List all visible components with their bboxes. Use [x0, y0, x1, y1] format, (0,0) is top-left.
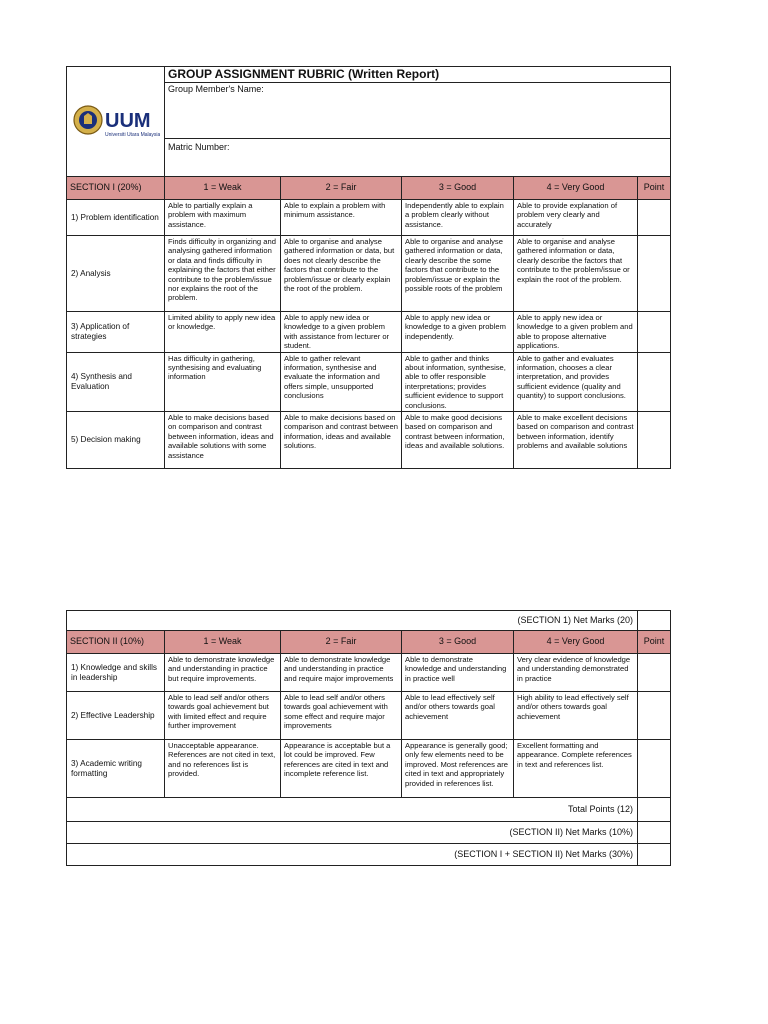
section1-net-marks-input[interactable] [638, 611, 671, 631]
col-point: Point [638, 177, 671, 200]
point-input[interactable] [638, 312, 671, 353]
combined-net-marks-input[interactable] [638, 844, 671, 866]
col-fair: 2 = Fair [281, 177, 402, 200]
point-input[interactable] [638, 352, 671, 411]
very-good-cell: Able to provide explanation of problem very clearly and accurately [514, 200, 638, 236]
very-good-cell: Very clear evidence of knowledge and understanding demonstrated in practice [514, 654, 638, 692]
weak-cell: Finds difficulty in organizing and analysing gathered information or data and finds difficulty in explaining the factors that either contribute to the problem/issue nor explains the root of the problem. [165, 236, 281, 312]
weak-cell: Able to partially explain a problem with maximum assistance. [165, 200, 281, 236]
fair-cell: Able to make decisions based on comparison and contrast between information, ideas and available solutions. [281, 412, 402, 469]
col-very-good: 4 = Very Good [514, 177, 638, 200]
group-member-label: Group Member's Name: [168, 84, 264, 94]
fair-cell: Able to demonstrate knowledge and understanding in practice and require major improvements [281, 654, 402, 692]
col-fair: 2 = Fair [281, 631, 402, 654]
fair-cell: Appearance is acceptable but a lot could be improved. Few references are cited in text and incomplete reference list. [281, 740, 402, 798]
logo-subtext: Universiti Utara Malaysia [104, 132, 160, 139]
total-points: Total Points (12) [67, 798, 638, 822]
very-good-cell: Able to gather and evaluates information, chooses a clear interpretation, and provides sufficient evidence (quality and quantity) to support conclusions. [514, 352, 638, 411]
weak-cell: Able to lead self and/or others towards goal achievement but with limited effect and require further improvement [165, 692, 281, 740]
section2-rubric-table [66, 610, 671, 866]
criterion-label: 1) Knowledge and skills in leadership [67, 654, 165, 692]
point-input[interactable] [638, 654, 671, 692]
fair-cell: Able to apply new idea or knowledge to a given problem with assistance from lecturer or student. [281, 312, 402, 353]
good-cell: Able to demonstrate knowledge and understanding in practice well [402, 654, 514, 692]
col-point: Point [638, 631, 671, 654]
section2-title: SECTION II (10%) [67, 631, 165, 654]
logo-cell [67, 67, 165, 177]
section1-rubric-table [66, 66, 671, 469]
table-row [67, 352, 671, 411]
very-good-cell: Excellent formatting and appearance. Complete references in text and references list. [514, 740, 638, 798]
point-input[interactable] [638, 236, 671, 312]
point-input[interactable] [638, 740, 671, 798]
weak-cell: Unacceptable appearance. References are not cited in text, and no references list is provided. [165, 740, 281, 798]
table-row [67, 200, 671, 236]
criterion-label: 2) Analysis [67, 236, 165, 312]
fair-cell: Able to lead self and/or others towards goal achievement with some effect and require major improvements [281, 692, 402, 740]
weak-cell: Able to make decisions based on comparison and contrast between information, ideas and available solutions with some assistance [165, 412, 281, 469]
col-good: 3 = Good [402, 177, 514, 200]
table-row [67, 412, 671, 469]
section2-header-row [67, 631, 671, 654]
good-cell: Able to organise and analyse gathered information or data, clearly describe the some factors that contribute to the problem/issue or explain the possible roots of the problem [402, 236, 514, 312]
fair-cell: Able to explain a problem with minimum assistance. [281, 200, 402, 236]
logo-text: UUM [104, 110, 151, 133]
criterion-label: 3) Academic writing formatting [67, 740, 165, 798]
table-row [67, 654, 671, 692]
very-good-cell: High ability to lead effectively self and/or others towards goal achievement [514, 692, 638, 740]
good-cell: Able to apply new idea or knowledge to a given problem independently. [402, 312, 514, 353]
criterion-label: 5) Decision making [67, 412, 165, 469]
uum-logo [72, 94, 160, 146]
page-title: GROUP ASSIGNMENT RUBRIC (Written Report) [165, 67, 671, 83]
col-very-good: 4 = Very Good [514, 631, 638, 654]
very-good-cell: Able to make excellent decisions based on comparison and contrast between information, identify problems and available solutions [514, 412, 638, 469]
good-cell: Able to make good decisions based on comparison and contrast between information, ideas and available solutions. [402, 412, 514, 469]
table-row [67, 236, 671, 312]
matric-number-field[interactable] [165, 139, 671, 177]
combined-net-marks: (SECTION I + SECTION II) Net Marks (30%) [67, 844, 638, 866]
weak-cell: Able to demonstrate knowledge and understanding in practice but require improvements. [165, 654, 281, 692]
good-cell: Able to gather and thinks about information, synthesise, able to offer responsible interpretations; provides sufficient evidence to support conclusions. [402, 352, 514, 411]
section2-net-marks-input[interactable] [638, 822, 671, 844]
fair-cell: Able to organise and analyse gathered information or data, but does not clearly describe the factors that contribute to the problem/issue or clearly explain the root of the problem. [281, 236, 402, 312]
criterion-label: 4) Synthesis and Evaluation [67, 352, 165, 411]
section1-header-row [67, 177, 671, 200]
good-cell: Independently able to explain a problem clearly without assistance. [402, 200, 514, 236]
good-cell: Appearance is generally good; only few elements need to be improved. Most references are cited in text and appropriately provided in references list. [402, 740, 514, 798]
group-member-name-field[interactable] [165, 83, 671, 139]
table-row [67, 740, 671, 798]
matric-number-label: Matric Number: [168, 142, 230, 152]
very-good-cell: Able to organise and analyse gathered information or data, clearly describe the factors that contribute to the problem/issue or explain the root of the problem. [514, 236, 638, 312]
weak-cell: Limited ability to apply new idea or knowledge. [165, 312, 281, 353]
criterion-label: 3) Application of strategies [67, 312, 165, 353]
table-row [67, 312, 671, 353]
point-input[interactable] [638, 200, 671, 236]
col-good: 3 = Good [402, 631, 514, 654]
weak-cell: Has difficulty in gathering, synthesising and evaluating information [165, 352, 281, 411]
total-points-input[interactable] [638, 798, 671, 822]
criterion-label: 1) Problem identification [67, 200, 165, 236]
point-input[interactable] [638, 412, 671, 469]
fair-cell: Able to gather relevant information, synthesise and evaluate the information and offers simple, unsupported conclusions [281, 352, 402, 411]
very-good-cell: Able to apply new idea or knowledge to a given problem and able to propose alternative applications. [514, 312, 638, 353]
section2-net-marks: (SECTION II) Net Marks (10%) [67, 822, 638, 844]
table-row [67, 692, 671, 740]
good-cell: Able to lead effectively self and/or others towards goal achievement [402, 692, 514, 740]
section1-title: SECTION I (20%) [67, 177, 165, 200]
section1-net-marks: (SECTION 1) Net Marks (20) [67, 611, 638, 631]
criterion-label: 2) Effective Leadership [67, 692, 165, 740]
col-weak: 1 = Weak [165, 177, 281, 200]
point-input[interactable] [638, 692, 671, 740]
col-weak: 1 = Weak [165, 631, 281, 654]
